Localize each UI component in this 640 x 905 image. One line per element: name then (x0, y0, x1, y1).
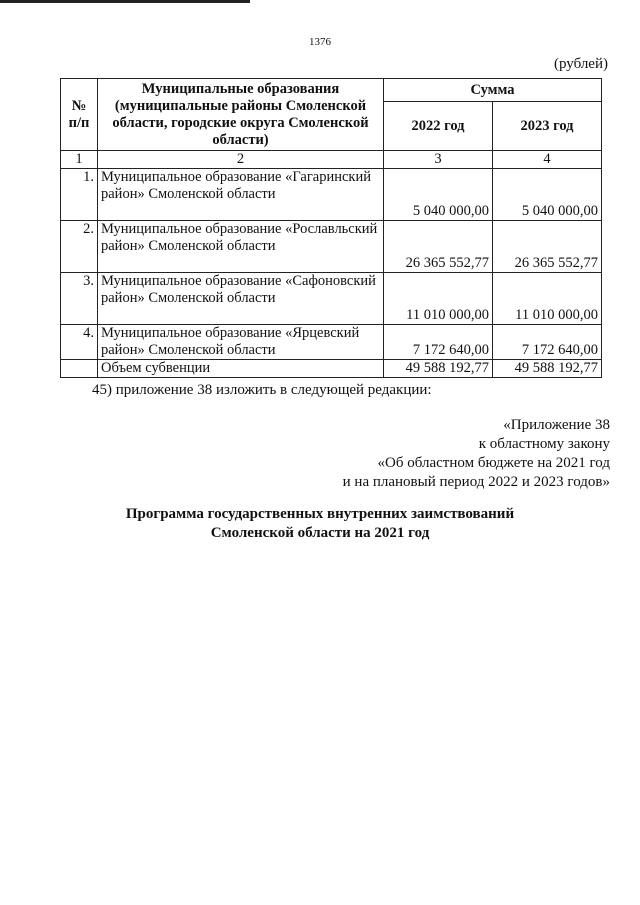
appendix-header (343, 416, 610, 492)
amendment-paragraph: 45) приложение 38 изложить в следующей редакции: (92, 382, 432, 398)
units-note: (рублей) (553, 56, 608, 72)
subsidy-table (60, 78, 602, 378)
header-name: Муниципальные образования (муниципальные районы Смоленской области, городские округа Смоленской области) (98, 79, 384, 151)
table-total-row (61, 360, 602, 378)
header-num: № п/п (61, 79, 98, 151)
table-row (61, 221, 602, 273)
row-name: Муниципальное образование «Гагаринский район» Смоленской области (98, 169, 384, 221)
title-line: Программа государственных внутренних заимствований (125, 506, 515, 522)
row-name: Муниципальное образование «Ярцевский район» Смоленской области (98, 325, 384, 360)
header-sum: Сумма (384, 79, 602, 102)
index-cell: 3 (384, 151, 493, 169)
table-row (61, 325, 602, 360)
index-cell: 1 (61, 151, 98, 169)
table-row (61, 273, 602, 325)
top-border-line (0, 0, 250, 3)
total-num-cell (61, 360, 98, 378)
index-cell: 4 (493, 151, 602, 169)
row-name: Муниципальное образование «Сафоновский район» Смоленской области (98, 273, 384, 325)
page-number: 1376 (309, 36, 331, 48)
index-cell: 2 (98, 151, 384, 169)
row-value-2023: 11 010 000,00 (493, 273, 602, 325)
appendix-line: «Приложение 38 (503, 417, 610, 433)
appendix-line: «Об областном бюджете на 2021 год (377, 455, 610, 471)
row-num: 2. (61, 221, 98, 273)
table-row (61, 169, 602, 221)
row-num: 4. (61, 325, 98, 360)
title-line: Смоленской области на 2021 год (210, 525, 430, 541)
row-value-2023: 5 040 000,00 (493, 169, 602, 221)
row-value-2022: 11 010 000,00 (384, 273, 493, 325)
row-name: Муниципальное образование «Рославльский район» Смоленской области (98, 221, 384, 273)
row-num: 1. (61, 169, 98, 221)
table-index-row (61, 151, 602, 169)
document-title (0, 505, 640, 543)
total-value-2022: 49 588 192,77 (384, 360, 493, 378)
row-value-2022: 26 365 552,77 (384, 221, 493, 273)
row-value-2023: 26 365 552,77 (493, 221, 602, 273)
header-year-2023: 2023 год (493, 102, 602, 151)
row-num: 3. (61, 273, 98, 325)
appendix-line: и на плановый период 2022 и 2023 годов» (342, 474, 610, 490)
total-label: Объем субвенции (98, 360, 384, 378)
table-header-row (61, 79, 602, 102)
total-value-2023: 49 588 192,77 (493, 360, 602, 378)
row-value-2022: 5 040 000,00 (384, 169, 493, 221)
appendix-line: к областному закону (478, 436, 610, 452)
row-value-2023: 7 172 640,00 (493, 325, 602, 360)
header-year-2022: 2022 год (384, 102, 493, 151)
row-value-2022: 7 172 640,00 (384, 325, 493, 360)
